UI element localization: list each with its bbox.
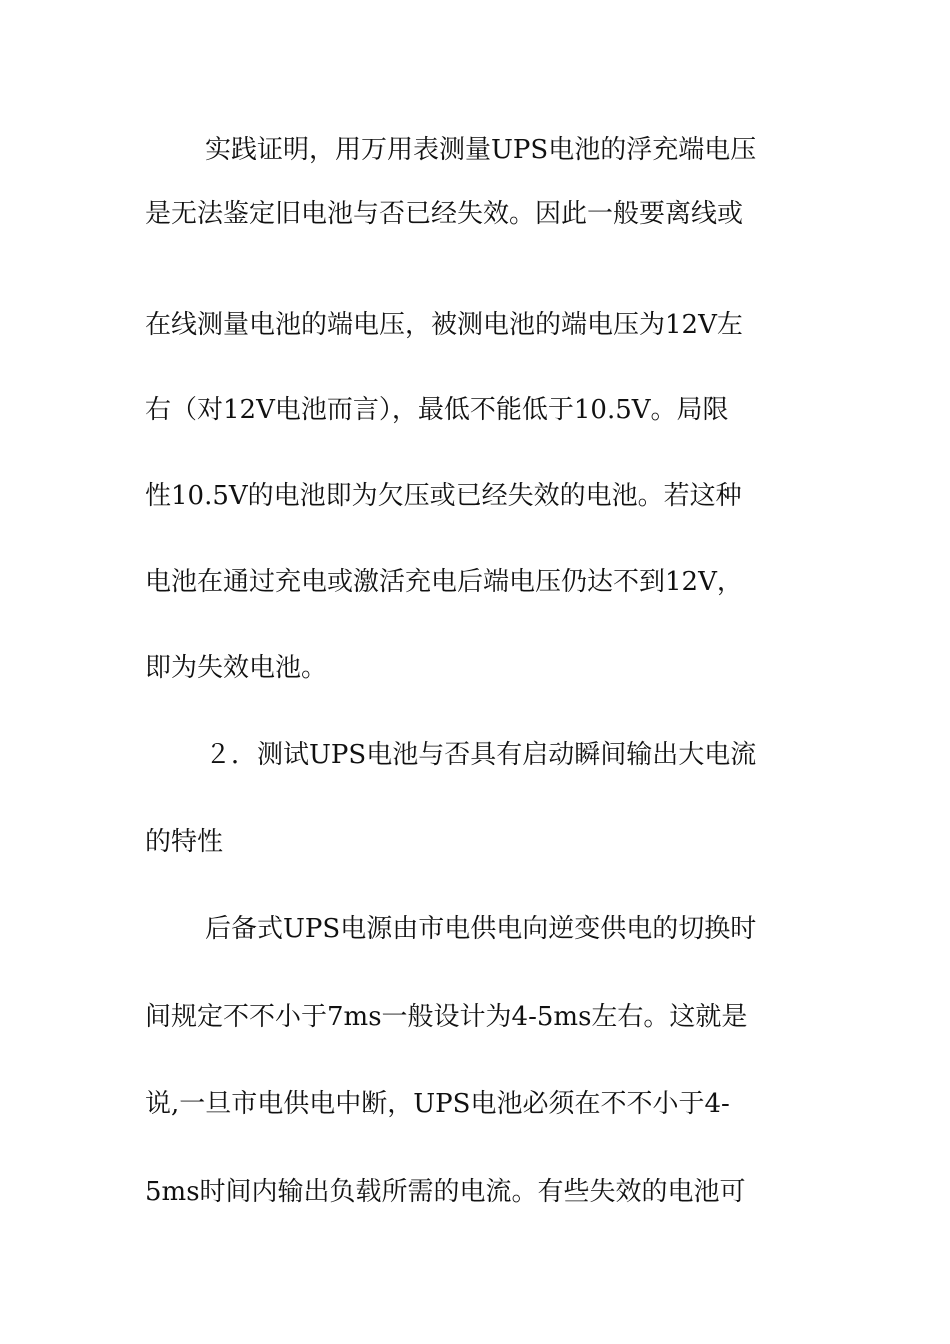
paragraph-1-line-1: 实践证明，用万用表测量UPS电池的浮充端电压	[205, 135, 757, 165]
paragraph-1-line-5: 性10.5V的电池即为欠压或已经失效的电池。若这种	[145, 481, 742, 511]
paragraph-2-line-1: 后备式UPS电源由市电供电向逆变供电的切换时	[205, 914, 757, 944]
section-heading-line-1: ２．测试UPS电池与否具有启动瞬间输出大电流	[205, 740, 757, 770]
paragraph-2-line-3: 说,一旦市电供电中断，UPS电池必须在不不小于4-	[145, 1089, 730, 1119]
paragraph-2-line-2: 间规定不不小于7ms一般设计为4-5ms左右。这就是	[145, 1002, 748, 1032]
paragraph-1-line-6: 电池在通过充电或激活充电后端电压仍达不到12V，	[145, 567, 743, 597]
paragraph-1-line-7: 即为失效电池。	[145, 653, 328, 683]
section-heading-line-2: 的特性	[145, 827, 224, 857]
paragraph-2-line-4: 5ms时间内输出负载所需的电流。有些失效的电池可	[145, 1177, 746, 1207]
paragraph-1-line-3: 在线测量电池的端电压，被测电池的端电压为12V左	[145, 310, 743, 340]
paragraph-1-line-4: 右（对12V电池而言），最低不能低于10.5V。局限	[145, 395, 729, 425]
paragraph-1-line-2: 是无法鉴定旧电池与否已经失效。因此一般要离线或	[145, 199, 744, 229]
